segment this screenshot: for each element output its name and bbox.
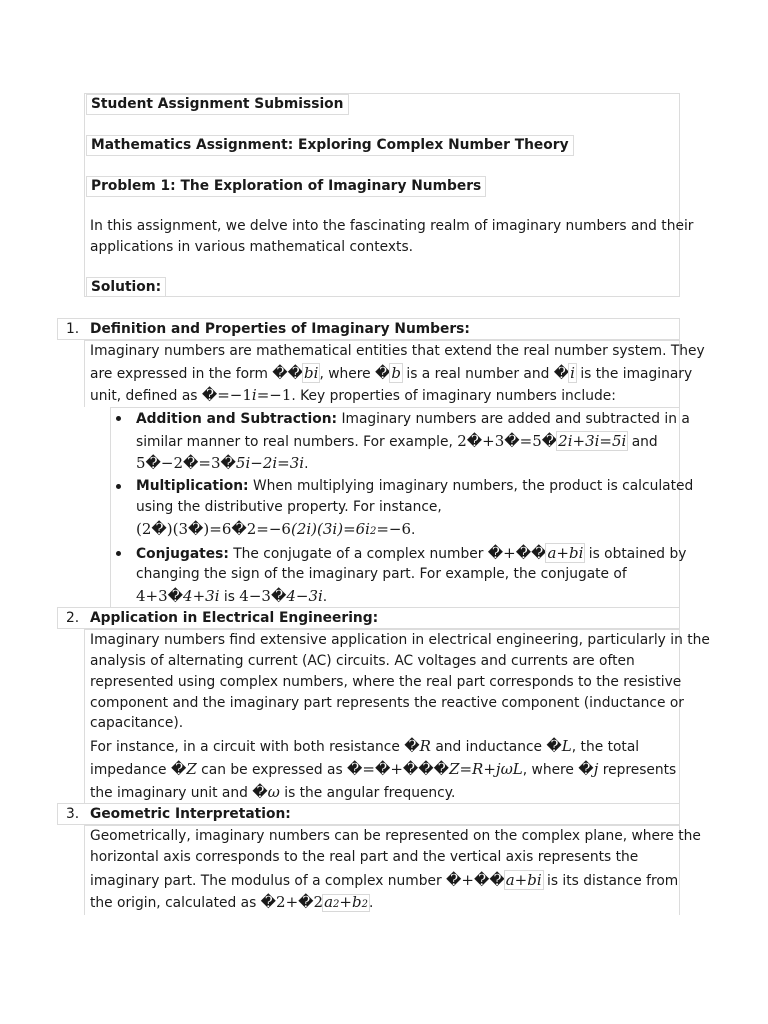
bullet-marker bbox=[116, 551, 121, 556]
section-2-line-2: analysis of alternating current (AC) circuits. AC voltages and currents are often bbox=[90, 653, 635, 669]
bullet-3-line-3: 4+3�4+3i is 4−3�4−3i. bbox=[136, 587, 328, 605]
section-2-line-5: capacitance). bbox=[90, 715, 184, 731]
section-2-heading: Application in Electrical Engineering: bbox=[90, 610, 379, 626]
bullet-3-line-2: changing the sign of the imaginary part. For example, the conjugate of bbox=[136, 566, 627, 582]
section-2-line-8: the imaginary unit and �ω is the angular frequency. bbox=[90, 783, 456, 801]
section-1-heading: Definition and Properties of Imaginary Numbers: bbox=[90, 321, 470, 337]
problem-title: Problem 1: The Exploration of Imaginary Numbers bbox=[86, 176, 486, 197]
bullet-1-line-3: 5�−2�=3�5i−2i=3i. bbox=[136, 454, 309, 472]
section-3-line-4: the origin, calculated as �2+�2a2+b2. bbox=[90, 893, 374, 911]
bullet-2-line-2: using the distributive property. For instance, bbox=[136, 499, 442, 515]
section-3-line-3: imaginary part. The modulus of a complex number �+��a+bi is its distance from bbox=[90, 871, 679, 889]
bullet-2-line-1: Multiplication: When multiplying imaginary numbers, the product is calculated bbox=[136, 478, 694, 494]
section-2-line-1: Imaginary numbers find extensive application in electrical engineering, particularly in the bbox=[90, 632, 710, 648]
section-1-number: 1. bbox=[66, 321, 80, 337]
section-3-heading: Geometric Interpretation: bbox=[90, 806, 291, 822]
bullet-2-line-3: (2�)(3�)=6�2=−6(2i)(3i)=6i2=−6. bbox=[136, 520, 416, 538]
section-2-line-4: component and the imaginary part represents the reactive component (inductance or bbox=[90, 695, 684, 711]
assignment-subject: Mathematics Assignment: Exploring Complex Number Theory bbox=[86, 135, 574, 156]
section-3-line-2: horizontal axis corresponds to the real part and the vertical axis represents the bbox=[90, 849, 639, 865]
document-title: Student Assignment Submission bbox=[86, 94, 349, 115]
bullet-marker bbox=[116, 416, 121, 421]
section-1-line-2: are expressed in the form ��bi, where �b is a real number and �i is the imaginary bbox=[90, 364, 693, 382]
section-2-line-6: For instance, in a circuit with both resistance �R and inductance �L, the total bbox=[90, 737, 640, 755]
section-3-number: 3. bbox=[66, 806, 80, 822]
bullet-1-line-1: Addition and Subtraction: Imaginary numbers are added and subtracted in a bbox=[136, 411, 690, 427]
solution-label: Solution: bbox=[86, 277, 166, 297]
section-2-number: 2. bbox=[66, 610, 80, 626]
intro-line-2: applications in various mathematical contexts. bbox=[90, 239, 414, 255]
section-2-line-3: represented using complex numbers, where the real part corresponds to the resistive bbox=[90, 674, 682, 690]
section-1-line-1: Imaginary numbers are mathematical entities that extend the real number system. They bbox=[90, 343, 705, 359]
section-3-line-1: Geometrically, imaginary numbers can be represented on the complex plane, where the bbox=[90, 828, 701, 844]
bullet-3-line-1: Conjugates: The conjugate of a complex number �+��a+bi is obtained by bbox=[136, 544, 687, 562]
section-1-line-3: unit, defined as �=−1i=−1. Key properties of imaginary numbers include: bbox=[90, 386, 616, 404]
section-2-line-7: impedance �Z can be expressed as �=�+���Z=R+jωL, where �j represents bbox=[90, 760, 677, 778]
bullet-1-line-2: similar manner to real numbers. For example, 2�+3�=5�2i+3i=5i and bbox=[136, 432, 658, 450]
intro-line-1: In this assignment, we delve into the fascinating realm of imaginary numbers and their bbox=[90, 218, 694, 234]
bullet-marker bbox=[116, 484, 121, 489]
